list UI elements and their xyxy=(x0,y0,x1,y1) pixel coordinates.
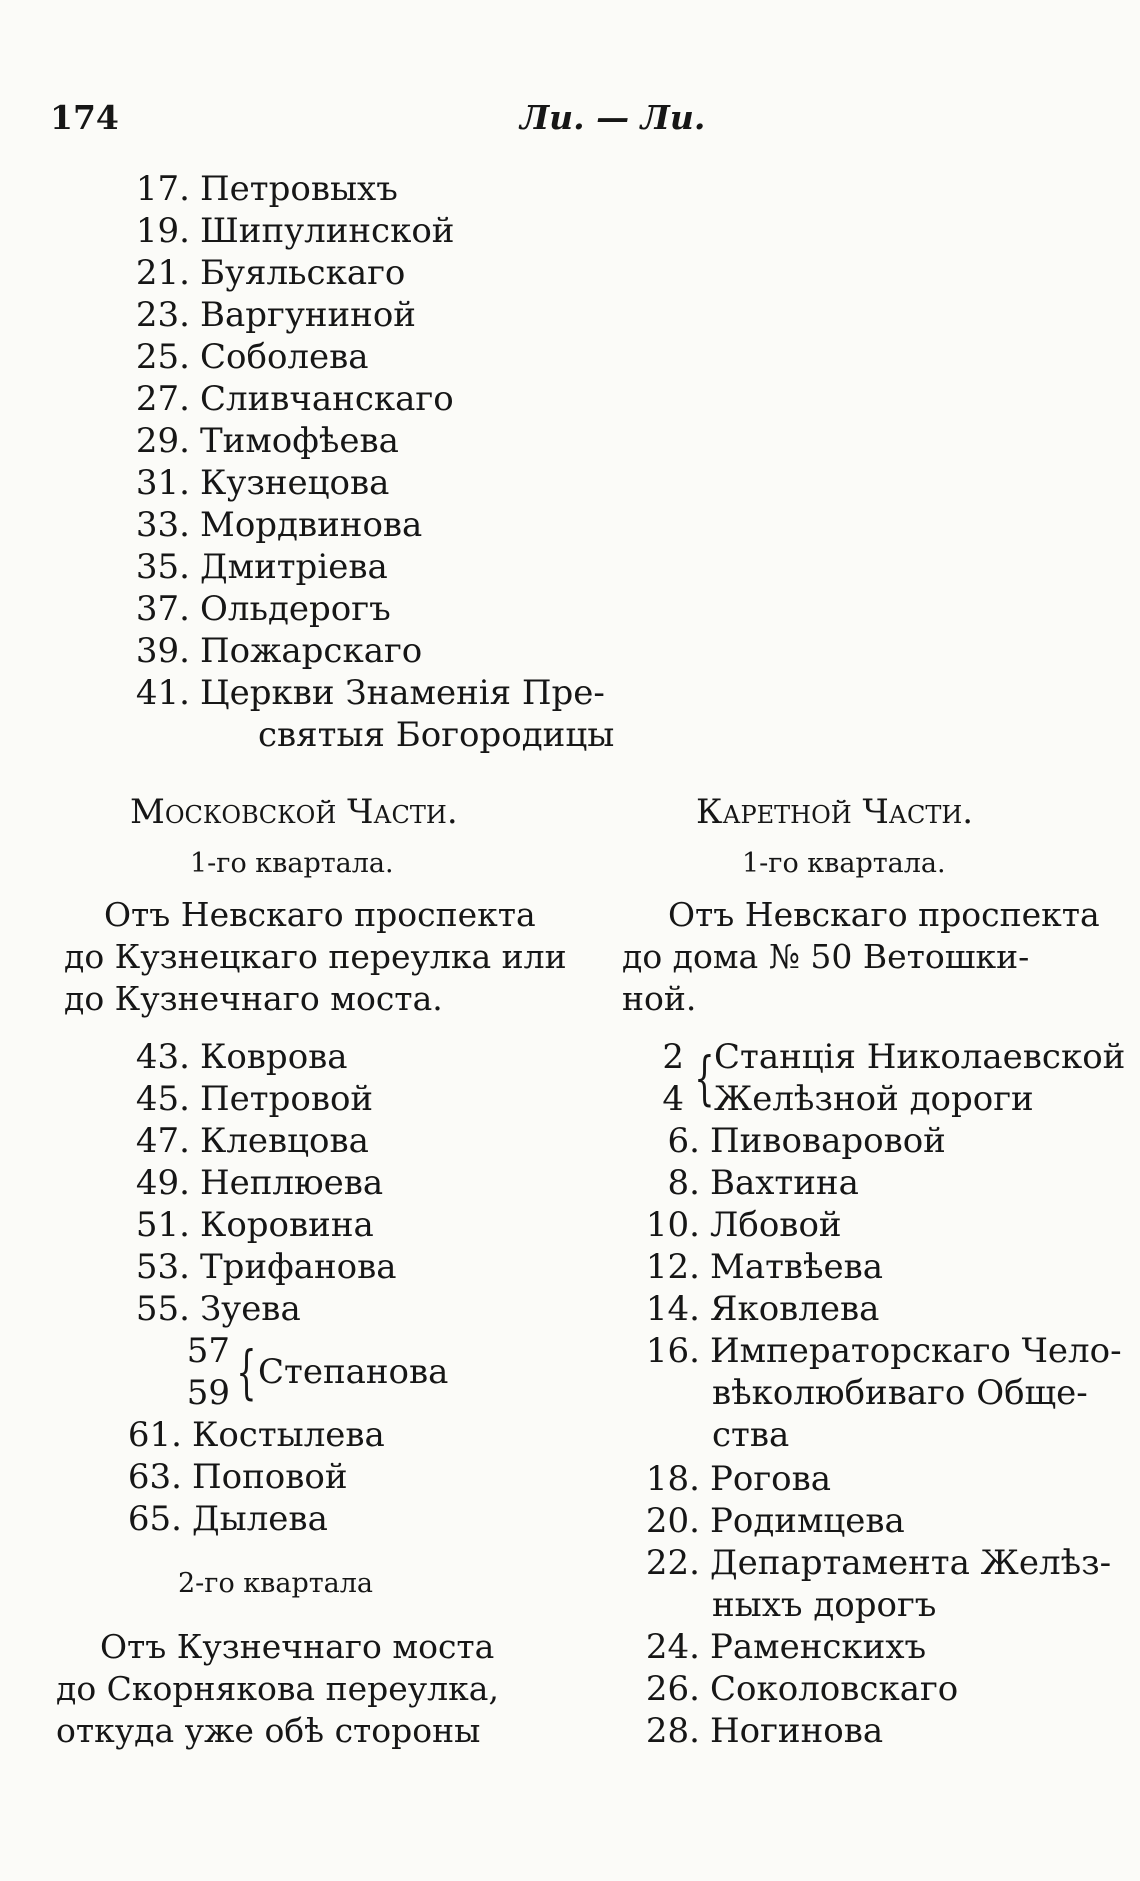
list-item: 49. Неплюева xyxy=(135,1163,384,1203)
list-item: 20. Родимцева xyxy=(645,1501,905,1541)
brace-glyph: { xyxy=(236,1338,257,1406)
intro-line: откуда уже обѣ стороны xyxy=(56,1711,481,1750)
list-item: 33. Мордвинова xyxy=(135,505,423,545)
list-item: 31. Кузнецова xyxy=(135,463,390,503)
list-item-continuation: ныхъ дорогъ xyxy=(712,1585,937,1625)
section-title-karetnaya: Каретной Части. xyxy=(696,792,974,832)
list-item: 19. Шипулинской xyxy=(135,211,455,251)
list-item: 53. Трифанова xyxy=(135,1247,397,1287)
list-item: 21. Буяльскаго xyxy=(135,253,406,293)
page-number: 174 xyxy=(50,98,119,137)
list-item: 55. Зуева xyxy=(135,1289,301,1329)
list-item: 65. Дылева xyxy=(127,1499,328,1539)
list-item: 39. Пожарскаго xyxy=(135,631,423,671)
list-item: 47. Клевцова xyxy=(135,1121,369,1161)
quarter-heading: 1-го квартала. xyxy=(742,848,946,879)
list-item: 45. Петровой xyxy=(135,1079,374,1119)
list-item: 29. Тимофѣева xyxy=(135,421,399,461)
brace-name: Степанова xyxy=(258,1352,449,1392)
brace-number: 2 xyxy=(662,1037,684,1077)
intro-line: Отъ Невскаго проспекта xyxy=(104,895,536,934)
running-head: Ли. — Ли. xyxy=(520,98,706,137)
list-item-continuation: святыя Богородицы xyxy=(258,715,615,755)
list-item: 23. Варгуниной xyxy=(135,295,416,335)
list-item: 16. Императорскаго Чело- xyxy=(645,1331,1122,1371)
list-item: 12. Матвѣева xyxy=(645,1247,884,1287)
intro-line: до Кузнечнаго моста. xyxy=(64,979,443,1018)
brace-name: Станція Николаевской xyxy=(714,1037,1126,1077)
list-item: 63. Поповой xyxy=(127,1457,348,1497)
list-item: 25. Соболева xyxy=(135,337,369,377)
brace-number: 59 xyxy=(186,1373,230,1413)
list-item: 41. Церкви Знаменія Пре- xyxy=(135,673,605,713)
brace-number: 57 xyxy=(186,1331,230,1371)
list-item: 27. Сливчанскаго xyxy=(135,379,454,419)
intro-line: до дома № 50 Ветошки- xyxy=(622,937,1030,976)
intro-line: до Скорнякова переулка, xyxy=(56,1669,499,1708)
intro-line: до Кузнецкаго переулка или xyxy=(64,937,567,976)
list-item: 35. Дмитріева xyxy=(135,547,388,587)
list-item: 24. Раменскихъ xyxy=(645,1627,927,1667)
brace-glyph: { xyxy=(694,1044,715,1112)
list-item: 28. Ногинова xyxy=(645,1711,884,1751)
list-item: 26. Соколовскаго xyxy=(645,1669,959,1709)
quarter-heading: 2-го квартала xyxy=(178,1568,374,1599)
list-item: 43. Коврова xyxy=(135,1037,348,1077)
intro-line: ной. xyxy=(622,979,697,1018)
list-item: 18. Рогова xyxy=(645,1459,832,1499)
list-item: 17. Петровыхъ xyxy=(135,169,398,209)
section-title-moscow: Московской Части. xyxy=(130,792,458,832)
intro-line: Отъ Невскаго проспекта xyxy=(668,895,1100,934)
list-item: 6. Пивоваровой xyxy=(667,1121,946,1161)
list-item: 14. Яковлева xyxy=(645,1289,880,1329)
list-item: 8. Вахтина xyxy=(667,1163,859,1203)
list-item: 22. Департамента Желѣз- xyxy=(645,1543,1112,1583)
intro-line: Отъ Кузнечнаго моста xyxy=(100,1627,495,1666)
list-item-continuation: ства xyxy=(712,1415,790,1455)
list-item: 51. Коровина xyxy=(135,1205,374,1245)
list-item: 61. Костылева xyxy=(127,1415,385,1455)
list-item: 10. Лбовой xyxy=(645,1205,842,1245)
list-item-continuation: вѣколюбиваго Обще- xyxy=(712,1373,1088,1413)
brace-number: 4 xyxy=(662,1079,684,1119)
list-item: 37. Ольдерогъ xyxy=(135,589,391,629)
quarter-heading: 1-го квартала. xyxy=(190,848,394,879)
brace-name: Желѣзной дороги xyxy=(714,1079,1034,1119)
